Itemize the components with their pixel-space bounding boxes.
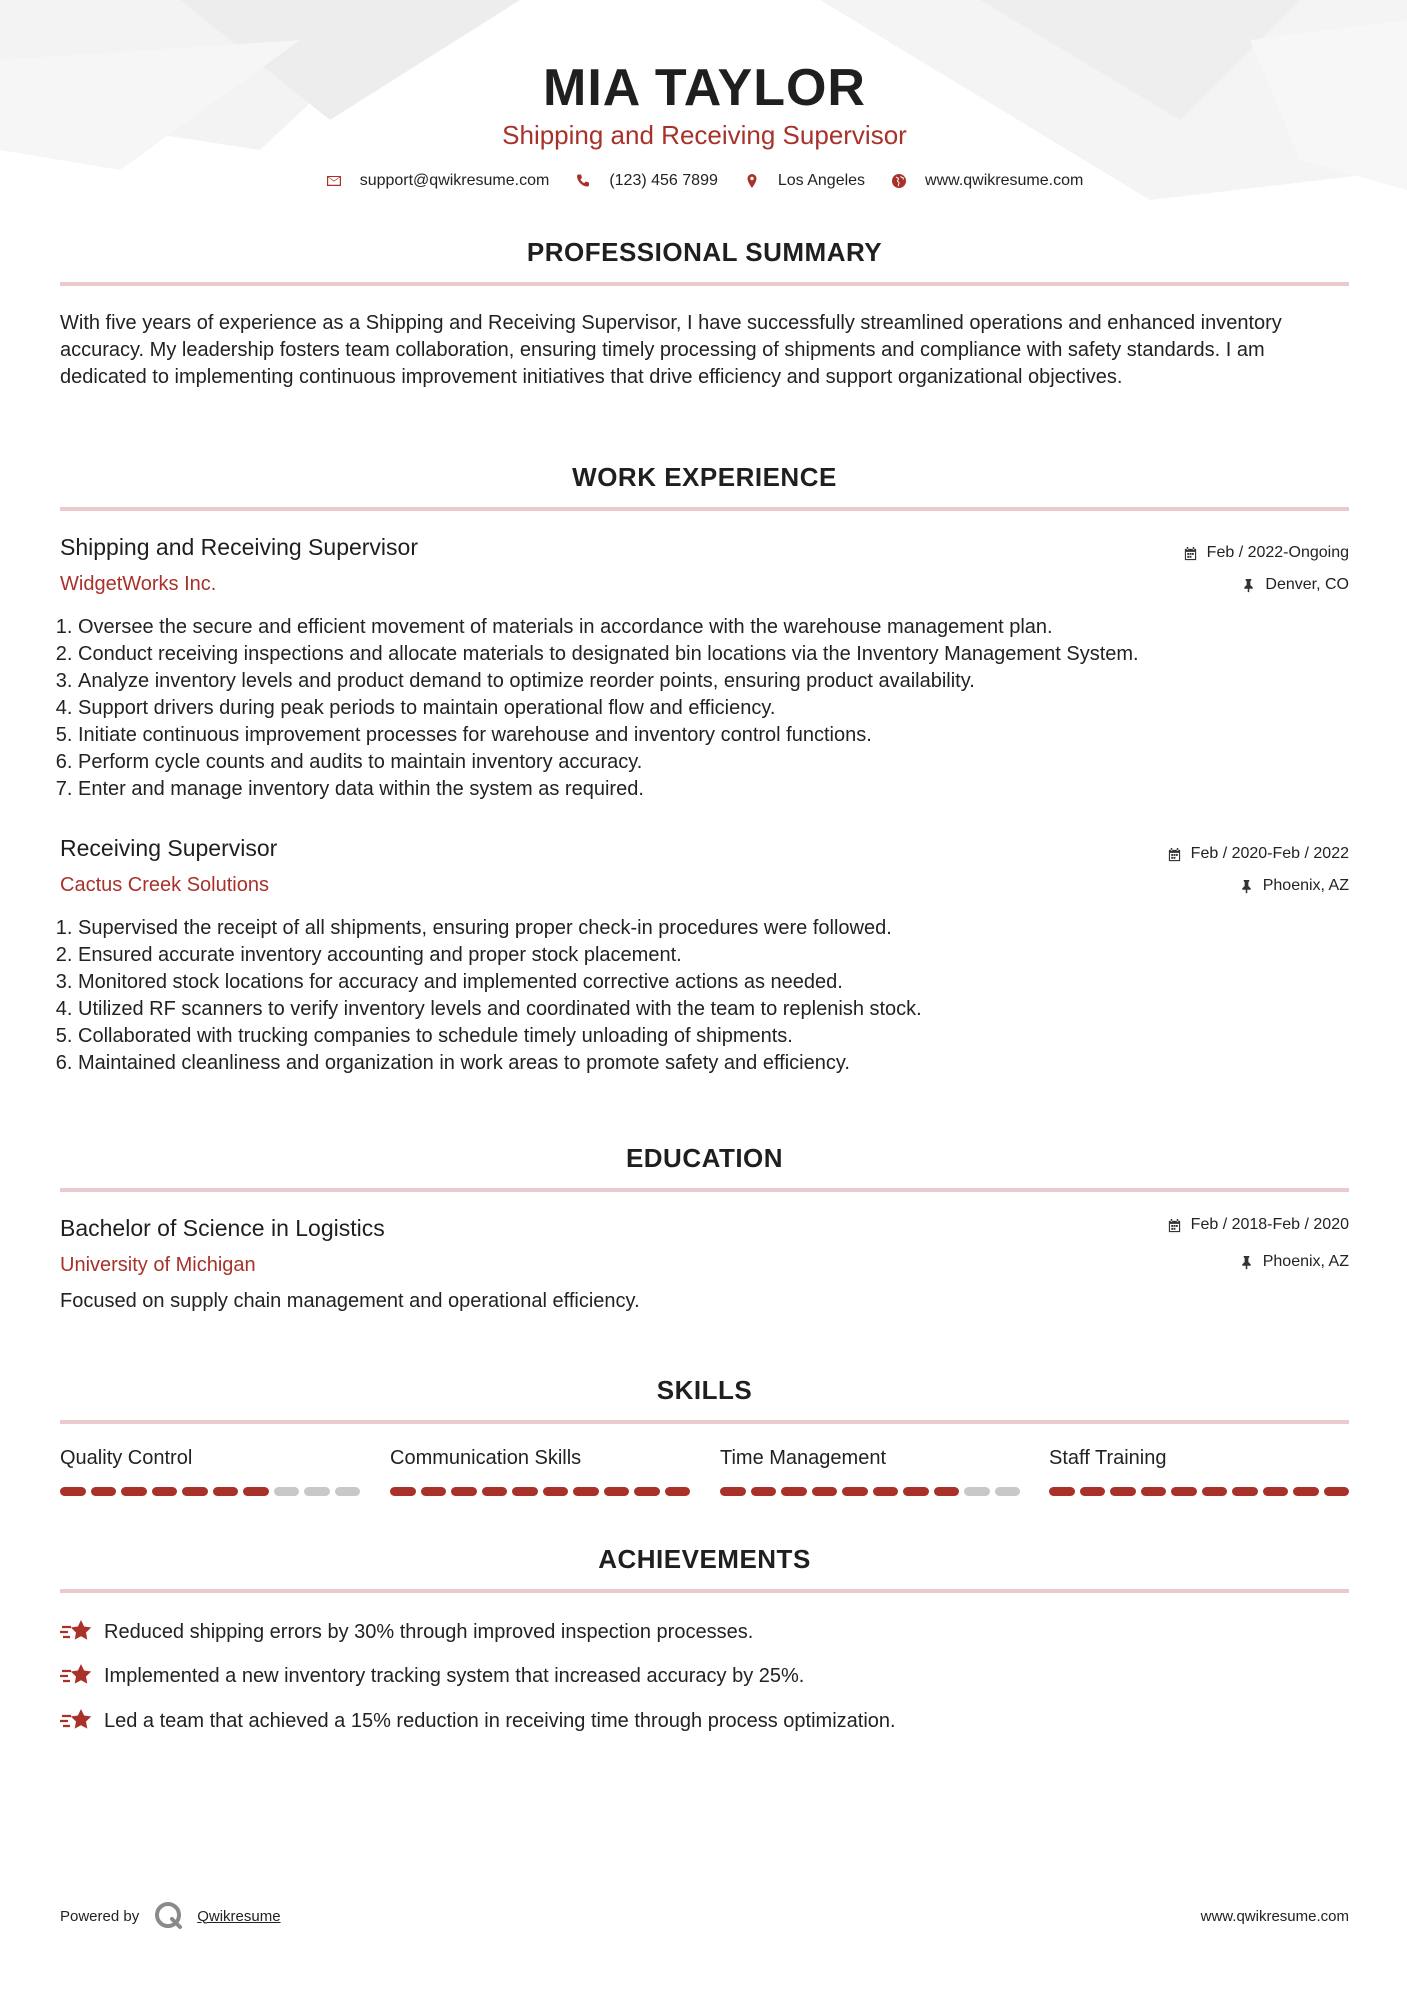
contact-location [744, 172, 865, 190]
section-divider [60, 1420, 1349, 1424]
skill-dot [121, 1487, 147, 1496]
contact-email[interactable] [326, 172, 550, 190]
skill-dot [1171, 1487, 1197, 1496]
section-divider [60, 282, 1349, 286]
skill-dot [964, 1487, 990, 1496]
education-description: Focused on supply chain management and operational efficiency. [60, 1290, 640, 1312]
globe-icon [891, 173, 907, 189]
powered-by-text: Powered by [60, 1907, 140, 1925]
skill-dot [543, 1487, 569, 1496]
job-company: WidgetWorks Inc. [60, 573, 217, 595]
duty-item: 3. Monitored stock locations for accuracy and implemented corrective actions as needed. [78, 969, 1349, 996]
skill-dot [751, 1487, 777, 1496]
skill-dot [1110, 1487, 1136, 1496]
skill-dot [213, 1487, 239, 1496]
calendar-icon [1167, 847, 1182, 862]
skill-dot [665, 1487, 691, 1496]
section-title-summary: PROFESSIONAL SUMMARY [526, 237, 883, 267]
skill-dot [60, 1487, 86, 1496]
skill-dot [451, 1487, 477, 1496]
skill-item [390, 1447, 690, 1496]
star-icon [60, 1706, 94, 1736]
achievement-item [60, 1661, 804, 1691]
pushpin-icon [1239, 1255, 1254, 1270]
job-location [1239, 877, 1349, 895]
education-school: University of Michigan [60, 1254, 256, 1276]
skill-dot [1263, 1487, 1289, 1496]
education-dates [1167, 1216, 1349, 1234]
website-text: www.qwikresume.com [925, 172, 1084, 189]
skill-rating [1049, 1487, 1349, 1496]
duty-item: 3. Analyze inventory levels and product demand to optimize reorder points, ensuring product availability. [78, 668, 1349, 695]
job-dates [1183, 544, 1349, 562]
skill-name: Communication Skills [390, 1447, 582, 1469]
skill-rating [720, 1487, 1020, 1496]
job-dates [1167, 845, 1349, 863]
job-dates-text: Feb / 2020-Feb / 2022 [1190, 845, 1349, 862]
skill-dot [781, 1487, 807, 1496]
job-role: Receiving Supervisor [60, 835, 278, 861]
duty-item: 4. Support drivers during peak periods to maintain operational flow and efficiency. [78, 695, 1349, 722]
skill-dot [1202, 1487, 1228, 1496]
skill-dot [812, 1487, 838, 1496]
skill-dot [604, 1487, 630, 1496]
skill-dot [573, 1487, 599, 1496]
skill-dot [1232, 1487, 1258, 1496]
contact-phone[interactable] [575, 172, 718, 190]
duty-item: 2. Conduct receiving inspections and allocate materials to designated bin locations via the Inventory Management System. [78, 641, 1349, 668]
skill-dot [995, 1487, 1021, 1496]
skill-dot [634, 1487, 660, 1496]
candidate-title: Shipping and Receiving Supervisor [502, 120, 907, 150]
location-text: Los Angeles [777, 172, 866, 189]
resume-page [60, 0, 1349, 1990]
job-location [1241, 576, 1349, 594]
skill-dot [243, 1487, 269, 1496]
pushpin-icon [1241, 578, 1256, 593]
skill-item [1049, 1447, 1349, 1496]
skill-dot [482, 1487, 508, 1496]
map-pin-icon [744, 173, 760, 189]
footer-powered-by [60, 1900, 281, 1932]
skill-dot [304, 1487, 330, 1496]
skill-name: Quality Control [60, 1447, 193, 1469]
skill-name: Staff Training [1049, 1447, 1167, 1469]
education-dates-text: Feb / 2018-Feb / 2020 [1190, 1216, 1349, 1233]
email-text: support@qwikresume.com [359, 172, 550, 189]
contact-bar [60, 172, 1349, 190]
skill-dot [1049, 1487, 1075, 1496]
duty-item: 5. Collaborated with trucking companies to schedule timely unloading of shipments. [78, 1023, 1349, 1050]
education-location-text: Phoenix, AZ [1262, 1253, 1349, 1270]
job-duties [60, 915, 1349, 1077]
achievement-item [60, 1706, 896, 1736]
duty-item: 6. Maintained cleanliness and organization in work areas to promote safety and efficiency. [78, 1050, 1349, 1077]
skill-dot [1324, 1487, 1350, 1496]
job-duties [60, 614, 1349, 803]
achievement-text: Reduced shipping errors by 30% through improved inspection processes. [104, 1620, 754, 1643]
phone-icon [575, 173, 591, 189]
duty-item: 7. Enter and manage inventory data within the system as required. [78, 776, 1349, 803]
skill-dot [512, 1487, 538, 1496]
achievement-item [60, 1617, 753, 1647]
duty-item: 6. Perform cycle counts and audits to maintain inventory accuracy. [78, 749, 1349, 776]
contact-website[interactable] [891, 172, 1083, 190]
skill-dot [934, 1487, 960, 1496]
phone-text: (123) 456 7899 [609, 172, 718, 189]
job-location-text: Phoenix, AZ [1262, 877, 1349, 894]
skill-rating [390, 1487, 690, 1496]
candidate-name: MIA TAYLOR [543, 59, 866, 117]
skill-dot [903, 1487, 929, 1496]
skill-dot [274, 1487, 300, 1496]
section-title-experience: WORK EXPERIENCE [572, 462, 837, 492]
job-dates-text: Feb / 2022-Ongoing [1206, 544, 1349, 561]
skill-dot [152, 1487, 178, 1496]
qwikresume-logo-icon [153, 1900, 185, 1932]
calendar-icon [1183, 546, 1198, 561]
skill-dot [182, 1487, 208, 1496]
duty-item: 2. Ensured accurate inventory accounting and proper stock placement. [78, 942, 1349, 969]
skill-rating [60, 1487, 360, 1496]
duty-item: 1. Oversee the secure and efficient movement of materials in accordance with the warehouse management plan. [78, 614, 1349, 641]
pushpin-icon [1239, 879, 1254, 894]
summary-text: With five years of experience as a Shipping and Receiving Supervisor, I have successfully streamlined operations and enhanced inventory accuracy. My leadership fosters team collaboration, ensuring timely processing of shipments and compliance with safety standards. I am dedicated to implementing continuous improvement initiatives that drive efficiency and support organizational objectives. [60, 312, 1282, 388]
duty-item: 5. Initiate continuous improvement processes for warehouse and inventory control functions. [78, 722, 1349, 749]
job-location-text: Denver, CO [1265, 576, 1349, 593]
education-location [1239, 1253, 1349, 1271]
skill-dot [873, 1487, 899, 1496]
duty-item: 1. Supervised the receipt of all shipments, ensuring proper check-in procedures were followed. [78, 915, 1349, 942]
star-icon [60, 1661, 94, 1691]
section-divider [60, 1188, 1349, 1192]
achievement-text: Led a team that achieved a 15% reduction in receiving time through process optimization. [104, 1709, 896, 1732]
skill-dot [390, 1487, 416, 1496]
footer-website[interactable]: www.qwikresume.com [1200, 1908, 1349, 1925]
section-divider [60, 507, 1349, 511]
job-role: Shipping and Receiving Supervisor [60, 534, 418, 560]
skill-dot [1293, 1487, 1319, 1496]
skill-name: Time Management [720, 1447, 886, 1469]
section-title-education: EDUCATION [625, 1143, 784, 1173]
skill-dot [1080, 1487, 1106, 1496]
section-divider [60, 1589, 1349, 1593]
calendar-icon [1167, 1218, 1182, 1233]
skill-dot [91, 1487, 117, 1496]
education-degree: Bachelor of Science in Logistics [60, 1215, 385, 1241]
skill-dot [335, 1487, 361, 1496]
skill-dot [720, 1487, 746, 1496]
skill-dot [1141, 1487, 1167, 1496]
section-title-achievements: ACHIEVEMENTS [598, 1544, 811, 1574]
job-company: Cactus Creek Solutions [60, 874, 269, 896]
brand-link[interactable]: Qwikresume [197, 1907, 281, 1925]
skill-dot [842, 1487, 868, 1496]
star-icon [60, 1617, 94, 1647]
skill-dot [421, 1487, 447, 1496]
section-title-skills: SKILLS [656, 1375, 753, 1405]
duty-item: 4. Utilized RF scanners to verify inventory levels and coordinated with the team to replenish stock. [78, 996, 1349, 1023]
achievement-text: Implemented a new inventory tracking system that increased accuracy by 25%. [104, 1664, 805, 1687]
skill-item [60, 1447, 360, 1496]
envelope-icon [326, 173, 342, 189]
skill-item [720, 1447, 1020, 1496]
